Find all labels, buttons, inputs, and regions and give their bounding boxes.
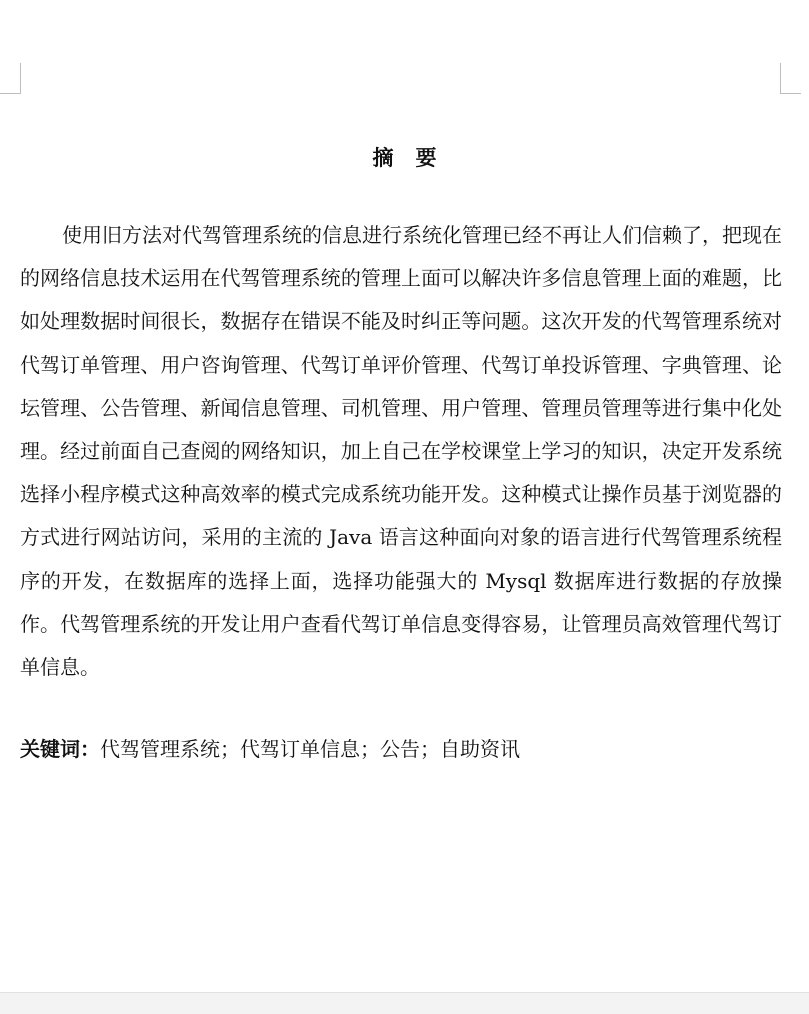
keywords-text: 代驾管理系统；代驾订单信息；公告；自助资讯 xyxy=(100,737,520,761)
keywords-line xyxy=(20,731,782,767)
page-bottom-bar xyxy=(0,992,809,1014)
title-char-1: 摘 xyxy=(372,145,394,170)
title-char-2: 要 xyxy=(415,145,437,170)
keywords-label: 关键词： xyxy=(20,737,100,761)
abstract-title xyxy=(0,142,809,172)
abstract-paragraph: 使用旧方法对代驾管理系统的信息进行系统化管理已经不再让人们信赖了，把现在的网络信息技术运用在代驾管理系统的管理上面可以解决许多信息管理上面的难题，比如处理数据时间很长，数据存在错误不能及时纠正等问题。这次开发的代驾管理系统对代驾订单管理、用户咨询管理、代驾订单评价管理、代驾订单投诉管理、字典管理、论坛管理、公告管理、新闻信息管理、司机管理、用户管理、管理员管理等进行集中化处理。经过前面自己查阅的网络知识，加上自己在学校课堂上学习的知识，决定开发系统选择小程序模式这种高效率的模式完成系统功能开发。这种模式让操作员基于浏览器的方式进行网站访问，采用的主流的 Java 语言这种面向对象的语言进行代驾管理系统程序的开发，在数据库的选择上面，选择功能强大的 Mysql 数据库进行数据的存放操作。代驾管理系统的开发让用户查看代驾订单信息变得容易，让管理员高效管理代驾订单信息。 xyxy=(20,223,782,680)
right-margin-corner-mark xyxy=(780,63,801,94)
left-margin-corner-mark xyxy=(0,63,21,94)
